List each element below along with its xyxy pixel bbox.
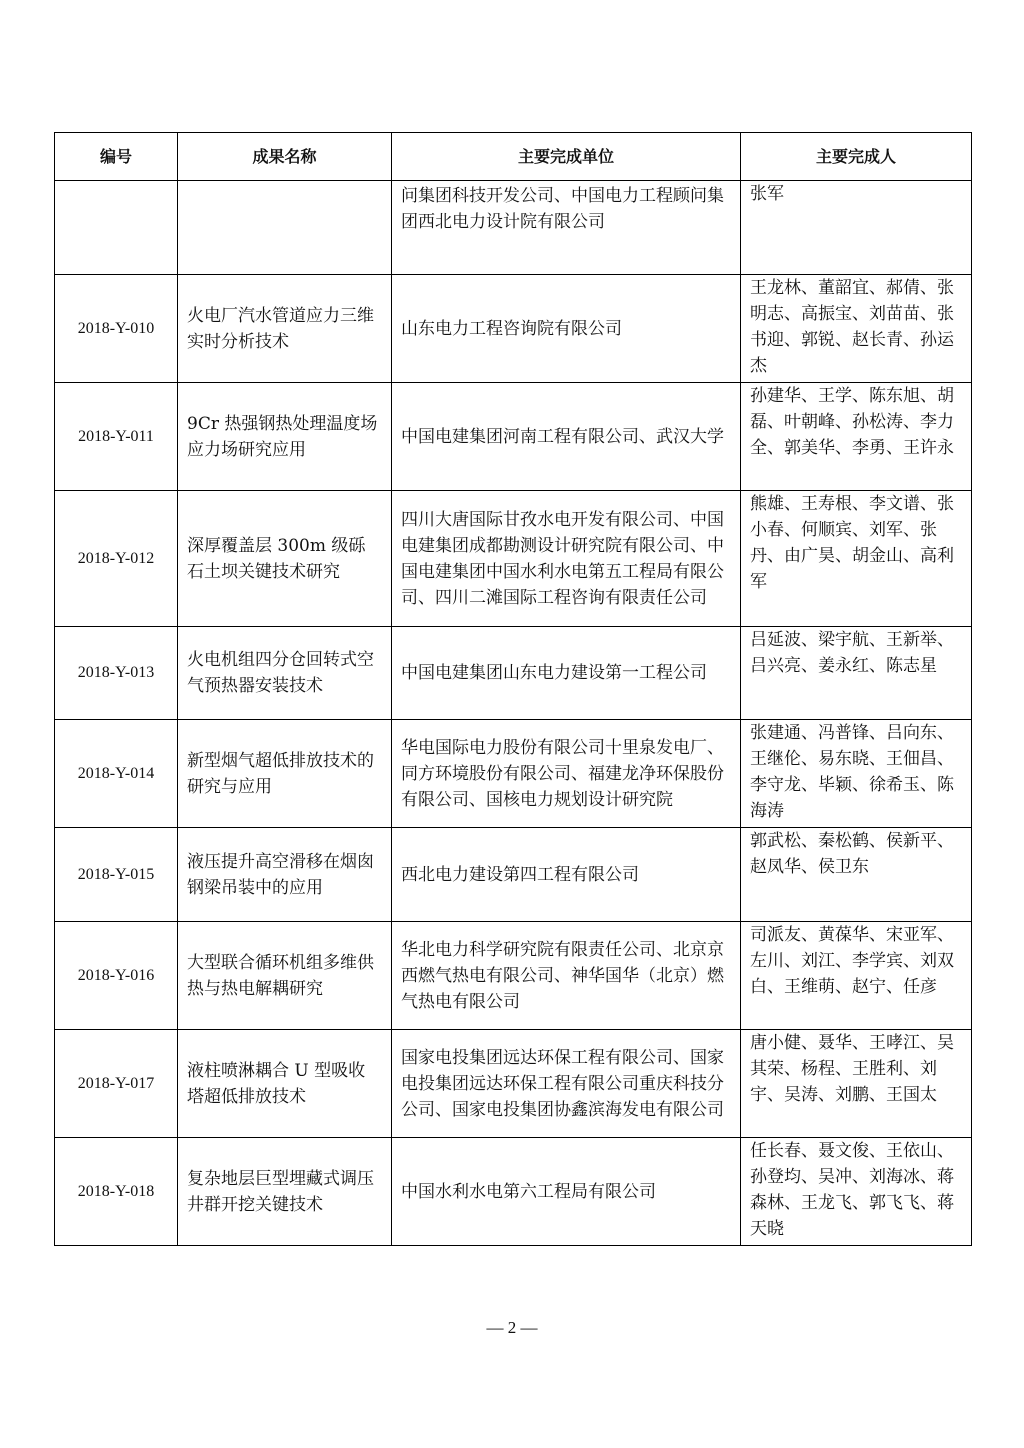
page-number: — 2 — — [486, 1318, 538, 1337]
header-name: 成果名称 — [178, 133, 392, 181]
cell-name: 火电厂汽水管道应力三维实时分析技术 — [178, 275, 392, 383]
cell-persons: 吕延波、梁宇航、王新举、吕兴亮、姜永红、陈志星 — [741, 627, 972, 720]
cell-name: 液柱喷淋耦合 U 型吸收塔超低排放技术 — [178, 1030, 392, 1138]
cell-code: 2018-Y-015 — [55, 828, 178, 922]
cell-persons: 司派友、黄葆华、宋亚军、左川、刘江、李学宾、刘双白、王维萌、赵宁、任彦 — [741, 922, 972, 1030]
table-row — [55, 627, 972, 720]
cell-code: 2018-Y-014 — [55, 720, 178, 828]
cell-persons: 王龙林、董韶宜、郝倩、张明志、高振宝、刘苗苗、张书迎、郭锐、赵长青、孙运杰 — [741, 275, 972, 383]
cell-code: 2018-Y-012 — [55, 491, 178, 627]
cell-name: 复杂地层巨型埋藏式调压井群开挖关键技术 — [178, 1138, 392, 1246]
header-persons: 主要完成人 — [741, 133, 972, 181]
table-body — [55, 181, 972, 1246]
cell-persons: 郭武松、秦松鹤、侯新平、赵凤华、侯卫东 — [741, 828, 972, 922]
cell-code: 2018-Y-011 — [55, 383, 178, 491]
cell-units: 中国电建集团河南工程有限公司、武汉大学 — [392, 383, 741, 491]
cell-code: 2018-Y-018 — [55, 1138, 178, 1246]
cell-code: 2018-Y-010 — [55, 275, 178, 383]
table-row — [55, 1138, 972, 1246]
table-row — [55, 181, 972, 275]
table-row — [55, 1030, 972, 1138]
cell-units: 华北电力科学研究院有限责任公司、北京京西燃气热电有限公司、神华国华（北京）燃气热电有限公司 — [392, 922, 741, 1030]
cell-persons: 张建通、冯普锋、吕向东、王继伦、易东晓、王佃昌、李守龙、毕颖、徐希玉、陈海涛 — [741, 720, 972, 828]
cell-name: 大型联合循环机组多维供热与热电解耦研究 — [178, 922, 392, 1030]
cell-code: 2018-Y-016 — [55, 922, 178, 1030]
cell-code: 2018-Y-017 — [55, 1030, 178, 1138]
table-row — [55, 491, 972, 627]
cell-units: 中国电建集团山东电力建设第一工程公司 — [392, 627, 741, 720]
cell-name: 深厚覆盖层 300m 级砾石土坝关键技术研究 — [178, 491, 392, 627]
cell-name: 液压提升高空滑移在烟囱钢梁吊装中的应用 — [178, 828, 392, 922]
table-header-row — [55, 133, 972, 181]
cell-name: 9Cr 热强钢热处理温度场应力场研究应用 — [178, 383, 392, 491]
cell-persons: 熊雄、王寿根、李文谱、张小春、何顺宾、刘军、张丹、由广昊、胡金山、高利军 — [741, 491, 972, 627]
cell-units: 山东电力工程咨询院有限公司 — [392, 275, 741, 383]
cell-persons: 孙建华、王学、陈东旭、胡磊、叶朝峰、孙松涛、李力全、郭美华、李勇、王许永 — [741, 383, 972, 491]
table-row — [55, 383, 972, 491]
table-row — [55, 275, 972, 383]
cell-persons: 任长春、聂文俊、王依山、孙登均、吴冲、刘海冰、蒋森林、王龙飞、郭飞飞、蒋天晓 — [741, 1138, 972, 1246]
cell-units: 西北电力建设第四工程有限公司 — [392, 828, 741, 922]
cell-name — [178, 181, 392, 275]
cell-units: 国家电投集团远达环保工程有限公司、国家电投集团远达环保工程有限公司重庆科技分公司、国家电投集团协鑫滨海发电有限公司 — [392, 1030, 741, 1138]
table-row — [55, 922, 972, 1030]
cell-persons: 唐小健、聂华、王哮江、吴其荣、杨程、王胜利、刘宇、吴涛、刘鹏、王国太 — [741, 1030, 972, 1138]
header-code: 编号 — [55, 133, 178, 181]
cell-code — [55, 181, 178, 275]
cell-units: 中国水利水电第六工程局有限公司 — [392, 1138, 741, 1246]
results-table — [54, 132, 972, 1246]
cell-name: 火电机组四分仓回转式空气预热器安装技术 — [178, 627, 392, 720]
cell-code: 2018-Y-013 — [55, 627, 178, 720]
header-units: 主要完成单位 — [392, 133, 741, 181]
cell-units: 问集团科技开发公司、中国电力工程顾问集团西北电力设计院有限公司 — [392, 181, 741, 275]
cell-units: 四川大唐国际甘孜水电开发有限公司、中国电建集团成都勘测设计研究院有限公司、中国电建集团中国水利水电第五工程局有限公司、四川二滩国际工程咨询有限责任公司 — [392, 491, 741, 627]
cell-name: 新型烟气超低排放技术的研究与应用 — [178, 720, 392, 828]
table-row — [55, 828, 972, 922]
cell-persons: 张军 — [741, 181, 972, 275]
cell-units: 华电国际电力股份有限公司十里泉发电厂、同方环境股份有限公司、福建龙净环保股份有限公司、国核电力规划设计研究院 — [392, 720, 741, 828]
table-row — [55, 720, 972, 828]
